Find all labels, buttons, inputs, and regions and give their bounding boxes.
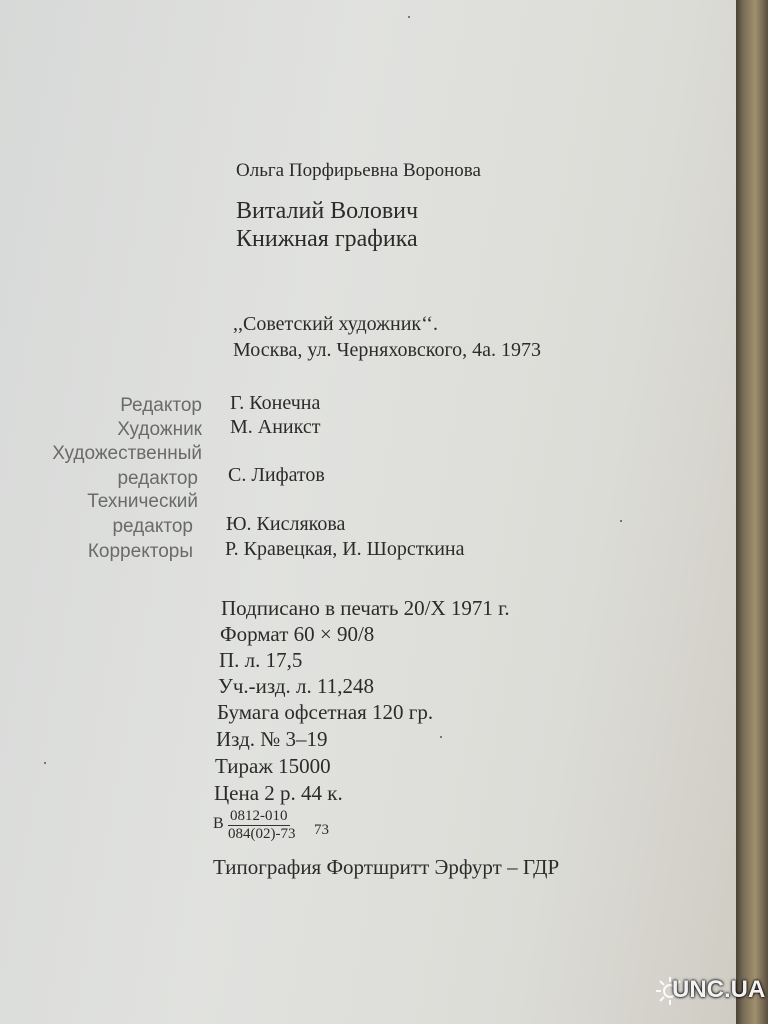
imprint-paper: Бумага офсетная 120 гр. bbox=[217, 700, 434, 724]
imprint-price: Цена 2 р. 44 к. bbox=[214, 781, 343, 805]
credit-value-proofreaders: Р. Кравецкая, И. Шорсткина bbox=[225, 538, 465, 560]
credit-label-tech-editor-line2: редактор bbox=[112, 516, 193, 537]
author-name: Ольга Порфирьевна Воронова bbox=[236, 160, 481, 181]
book-title-line1: Виталий Волович bbox=[236, 198, 419, 224]
publisher-name: ,,Советский художник‘‘. bbox=[233, 313, 438, 335]
paper-speck bbox=[620, 520, 622, 522]
credit-label-art-editor-line2: редактор bbox=[117, 468, 198, 489]
credit-label-proofreaders: Корректоры bbox=[87, 541, 193, 562]
imprint-printed-sheets: П. л. 17,5 bbox=[219, 648, 303, 672]
paper-speck bbox=[44, 762, 46, 764]
imprint-edition-number: Изд. № 3–19 bbox=[216, 727, 328, 751]
code-prefix: В bbox=[213, 815, 224, 832]
imprint-format: Формат 60 × 90/8 bbox=[220, 622, 375, 646]
imprint-publishing-sheets: Уч.-изд. л. 11,248 bbox=[218, 674, 374, 698]
book-title-line2: Книжная графика bbox=[236, 226, 418, 252]
imprint-signed-for-print: Подписано в печать 20/X 1971 г. bbox=[221, 596, 510, 620]
credit-label-art-editor-line1: Художественный bbox=[52, 443, 202, 464]
printer-name: Типография Фортшритт Эрфурт – ГДР bbox=[213, 855, 560, 879]
credit-value-editor: Г. Конечна bbox=[230, 392, 321, 414]
code-suffix: 73 bbox=[314, 822, 329, 838]
paper-speck bbox=[440, 736, 442, 738]
imprint-print-run: Тираж 15000 bbox=[215, 754, 331, 778]
watermark-text: UNC.UA bbox=[672, 976, 766, 1003]
code-numerator: 0812-010 bbox=[230, 808, 288, 824]
paper-speck bbox=[408, 16, 410, 18]
credit-value-art-editor: С. Лифатов bbox=[228, 464, 325, 486]
publisher-address: Москва, ул. Черняховского, 4а. 1973 bbox=[233, 339, 542, 361]
credit-label-tech-editor-line1: Технический bbox=[87, 491, 198, 512]
code-denominator: 084(02)-73 bbox=[228, 826, 296, 842]
credit-label-editor: Редактор bbox=[120, 395, 202, 416]
credit-value-artist: М. Аникст bbox=[230, 416, 321, 438]
credit-label-artist: Художник bbox=[117, 419, 202, 440]
book-gutter bbox=[736, 0, 768, 1024]
credit-value-tech-editor: Ю. Кислякова bbox=[226, 513, 346, 535]
